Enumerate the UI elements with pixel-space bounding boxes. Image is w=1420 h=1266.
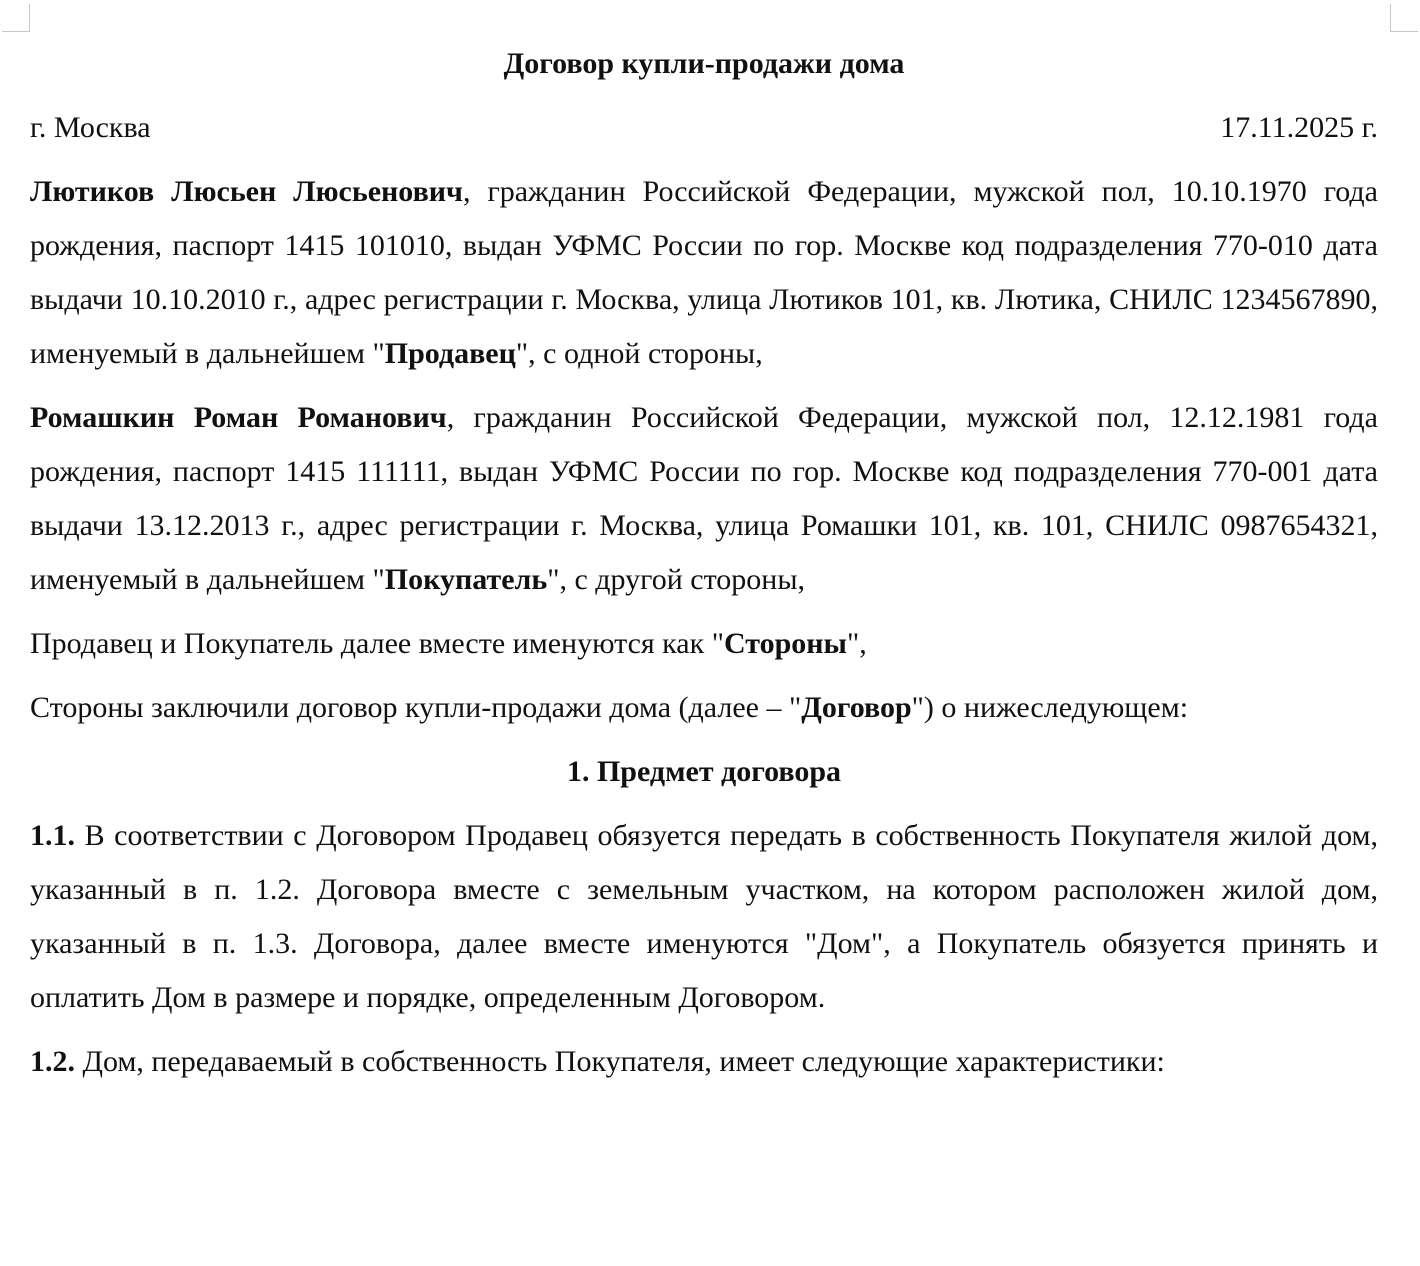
parties-paragraph <box>30 617 1378 671</box>
clause-1-1 <box>30 809 1378 1025</box>
document-city: г. Москва <box>30 111 151 144</box>
page-corner-mark-top-left <box>2 4 30 32</box>
seller-role: Продавец <box>384 337 516 370</box>
section-1-title: 1. Предмет договора <box>566 755 842 788</box>
clause-1-2-text: Дом, передаваемый в собственность Покупателя, имеет следующие характеристики: <box>75 1045 1165 1078</box>
parties-pre: Продавец и Покупатель далее вместе именуются как " <box>30 627 724 660</box>
document-date: 17.11.2025 г. <box>1220 111 1378 144</box>
agreement-post: ") о нижеследующем: <box>911 691 1189 724</box>
seller-details: , гражданин Российской Федерации, мужской пол, 10.10.1970 года рождения, паспорт 1415 101010, выдан УФМС России по гор. Москве код подразделения 770-010 дата выдачи 10.10.2010 г., адрес регистрации г. Москва, улица Лютиков 101, кв. Лютика, СНИЛС 1234567890, именуемый в дальнейшем " <box>30 175 1378 370</box>
clause-1-2 <box>30 1035 1378 1089</box>
seller-name: Лютиков Люсьен Люсьенович <box>30 175 463 208</box>
parties-term: Стороны <box>723 627 847 660</box>
page-corner-mark-top-right <box>1390 4 1418 32</box>
clause-1-1-number: 1.1. <box>30 819 75 852</box>
buyer-details: , гражданин Российской Федерации, мужской пол, 12.12.1981 года рождения, паспорт 1415 111111, выдан УФМС России по гор. Москве код подразделения 770-001 дата выдачи 13.12.2013 г., адрес регистрации г. Москва, улица Ромашки 101, кв. 101, СНИЛС 0987654321, именуемый в дальнейшем " <box>30 401 1379 596</box>
place-date-line <box>30 101 1378 155</box>
parties-post: ", <box>846 627 867 660</box>
agreement-pre: Стороны заключили договор купли-продажи дома (далее – " <box>30 691 802 724</box>
agreement-term: Договор <box>801 691 912 724</box>
seller-tail: ", с одной стороны, <box>515 337 763 370</box>
buyer-paragraph <box>30 391 1378 607</box>
clause-1-2-number: 1.2. <box>30 1045 75 1078</box>
buyer-role: Покупатель <box>384 563 548 596</box>
document-page <box>30 37 1378 1099</box>
seller-paragraph <box>30 165 1378 381</box>
buyer-tail: ", с другой стороны, <box>547 563 806 596</box>
document-title: Договор купли-продажи дома <box>503 47 905 80</box>
agreement-paragraph <box>30 681 1378 735</box>
buyer-name: Ромашкин Роман Романович <box>30 401 447 434</box>
clause-1-1-text: В соответствии с Договором Продавец обязуется передать в собственность Покупателя жилой дом, указанный в п. 1.2. Договора вместе с земельным участком, на котором расположен жилой дом, указанный в п. 1.3. Договора, далее вместе именуются "Дом", а Покупатель обязуется принять и оплатить Дом в размере и порядке, определенным Договором. <box>30 819 1378 1014</box>
